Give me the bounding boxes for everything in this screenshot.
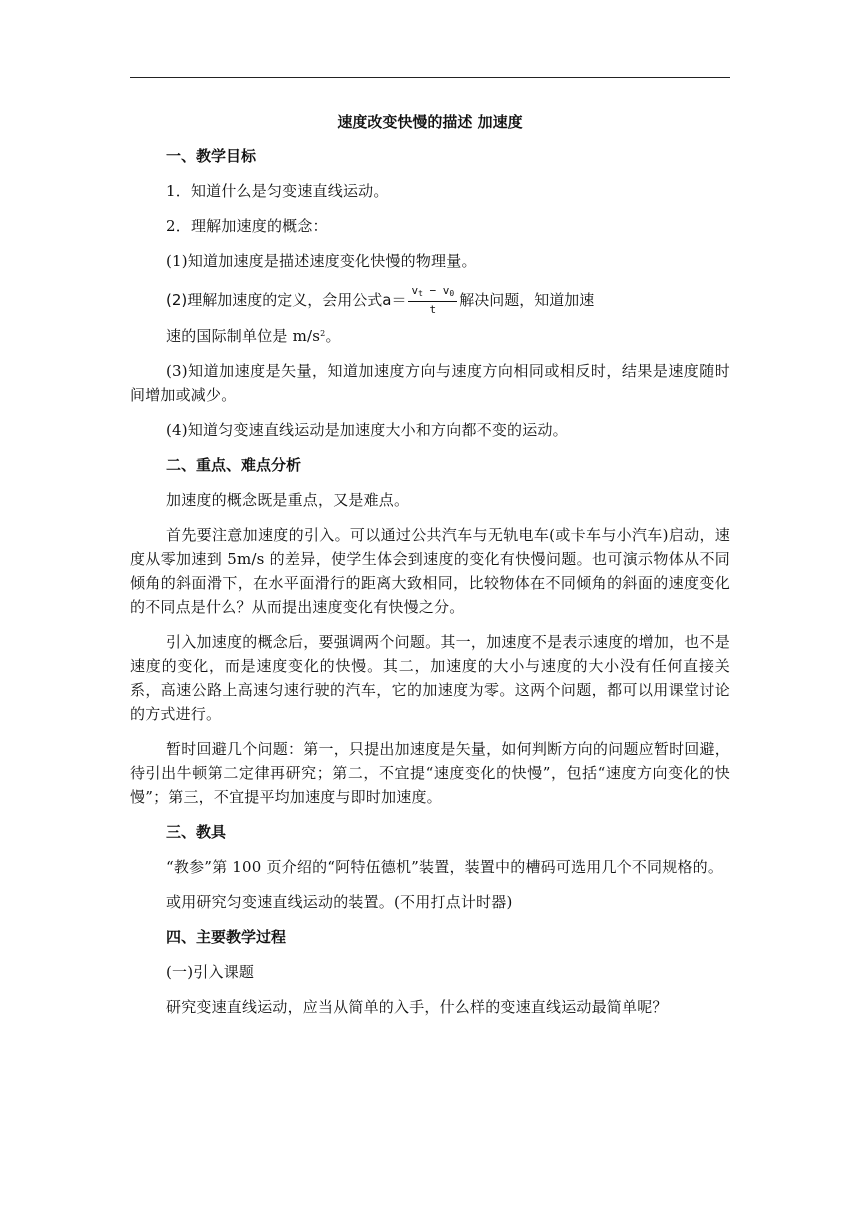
section-heading-objectives: 一、教学目标 (166, 147, 257, 165)
objective-2-2-continued: 速的国际制单位是 $m/s^2$。 (166, 327, 341, 345)
key-points-para-2: 首先要注意加速度的引入。可以通过公共汽车与无轨电车(或卡车与小汽车)启动，速度从零加速到 5m/s 的差异，使学生体会到速度的变化有快慢问题。也可演示物体从不同倾角的斜面滑下，在水平面滑行的距离大致相同，比较物体在不同倾角的斜面的速度变化的不同点是什么？从而提出速度变化有快慢之分。 (130, 526, 730, 616)
key-points-para-1: 加速度的概念既是重点，又是难点。 (166, 491, 410, 509)
section-heading-key-points: 二、重点、难点分析 (166, 456, 302, 474)
objective-1: 1．知道什么是匀变速直线运动。 (166, 182, 389, 200)
objective-2-2-formula-line (130, 284, 730, 316)
acceleration-fraction (408, 284, 457, 316)
formula-trail-text: 解决问题，知道加速 (459, 291, 595, 309)
section-heading-process: 四、主要教学过程 (166, 928, 287, 946)
objective-2-4: (4)知道匀变速直线运动是加速度大小和方向都不变的运动。 (166, 421, 568, 439)
fraction-denominator: t (429, 303, 437, 316)
objective-2-3: (3)知道加速度是矢量，知道加速度方向与速度方向相同或相反时，结果是速度随时间增加或减少。 (130, 362, 730, 404)
key-points-para-3: 引入加速度的概念后，要强调两个问题。其一，加速度不是表示速度的增加，也不是速度的变化，而是速度变化的快慢。其二，加速度的大小与速度的大小没有任何直接关系，高速公路上高速匀速行驶的汽车，它的加速度为零。这两个问题，都可以用课堂讨论的方式进行。 (130, 633, 730, 723)
fraction-numerator: $v_t - v_0$ (408, 284, 457, 302)
objective-2: 2．理解加速度的概念： (166, 217, 328, 235)
key-points-para-4: 暂时回避几个问题：第一，只提出加速度是矢量，如何判断方向的问题应暂时回避，待引出牛顿第二定律再研究；第二，不宜提“速度变化的快慢”，包括“速度方向变化的快慢”；第三，不宜提平均加速度与即时加速度。 (130, 740, 730, 806)
process-subheading: (一)引入课题 (166, 963, 255, 981)
header-rule (130, 77, 730, 78)
teaching-aids-para-1: “教参”第 100 页介绍的“阿特伍德机”装置，装置中的槽码可选用几个不同规格的。 (166, 858, 724, 876)
formula-lead-text: (2)理解加速度的定义，会用公式 (166, 291, 383, 309)
teaching-aids-para-2: 或用研究匀变速直线运动的装置。(不用打点计时器) (166, 893, 513, 911)
process-para-1: 研究变速直线运动，应当从简单的入手，什么样的变速直线运动最简单呢？ (166, 998, 668, 1016)
objective-2-1: (1)知道加速度是描述速度变化快慢的物理量。 (166, 252, 477, 270)
section-heading-teaching-aids: 三、教具 (166, 823, 227, 841)
document-title: 速度改变快慢的描述 加速度 (337, 113, 523, 131)
formula-lhs: a＝ (382, 291, 407, 309)
document-page (130, 110, 730, 1030)
